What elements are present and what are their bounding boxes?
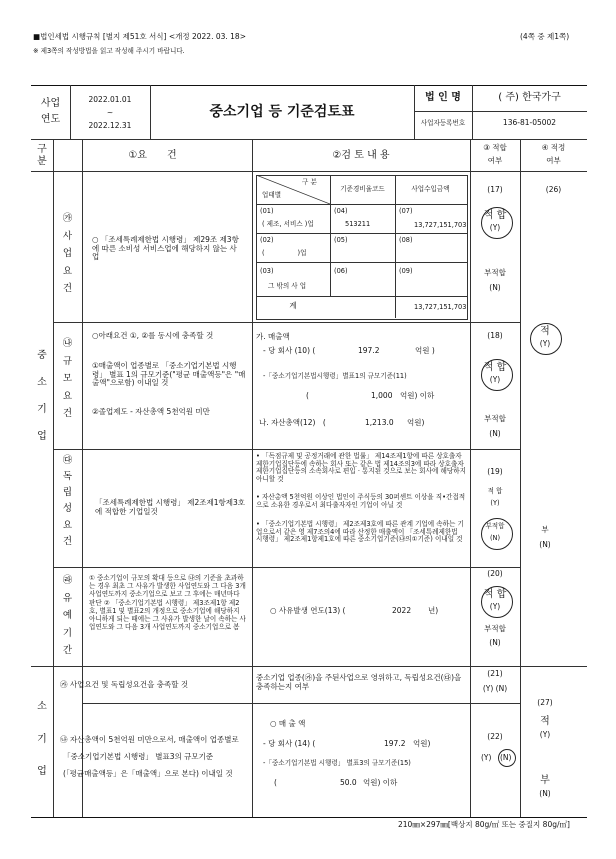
independence-fit-no-label: 부적합 (485, 522, 505, 530)
bt-line-2 (256, 233, 467, 234)
page-info: (4쪽 중 제1쪽) (520, 32, 570, 41)
grace-fit-yes: 적 합 (483, 589, 507, 600)
bt-row2-income-no: (08) (399, 236, 413, 244)
grace-fit-no: (20) (487, 569, 503, 578)
grace-review: ○ 사유발생 연도(13) ( (270, 606, 346, 615)
bt-col-code: 기준경비율코드 (340, 185, 385, 193)
small-req-1: ㉮ 사업요건 및 독립성요건을 충족할 것 (60, 680, 189, 689)
independence-rev-3: • 「중소기업기본법 시행령」 제2조제3호에 따른 관계 기업에 속하는 기업으로서 같은 영 제7조의4에 따라 산정한 매출액이 「조세특례제한법 시행령」 제2조제1항제1호에 따른 중소기업기준(㉯의①기준) 이내일 것 (256, 520, 464, 544)
independence-fit-no: (19) (487, 467, 503, 476)
independence-label-2: 립 (62, 487, 73, 499)
colhead-fit3-2: 여부 (487, 156, 503, 165)
adequacy-no-mark: (N) (539, 540, 551, 549)
year-label-1: 사업 (40, 98, 61, 109)
scale-rev-a1-val: 197.2 (358, 346, 380, 355)
grace-fit-no-mark: (N) (489, 638, 501, 647)
independence-label-0: ㉰ (62, 455, 73, 466)
scale-label-3: 요 (62, 390, 73, 402)
col-line-label (82, 139, 83, 817)
bt-row2-code-no: (05) (334, 236, 348, 244)
scale-fit-no: (18) (487, 331, 503, 340)
small-rev-2a: ○ 매 출 액 (270, 719, 306, 728)
scale-rev-a2-val: 1,000 (371, 391, 393, 400)
small-rev-2d-unit: 억원) 이하 (363, 778, 398, 787)
bt-row1-code: 513211 (345, 220, 371, 228)
page-title: 중소기업 등 기준검토표 (209, 104, 355, 120)
section-sme-3: 기 (37, 404, 47, 415)
small-fit2-y: (Y) (481, 753, 492, 762)
scale-label-0: ㉯ (62, 338, 73, 349)
colhead-fit4-1: ④ 적정 (541, 143, 566, 152)
small-adequacy-no: (27) (537, 698, 553, 707)
bt-row3-name: 그 밖의 사 업 (268, 282, 307, 290)
small-adequacy-bu-mark: (N) (539, 789, 551, 798)
grace-label-1: 유 (62, 592, 73, 604)
independence-label-3: 성 (62, 503, 73, 515)
small-rev-2c: -「중소기업기본법 시행령」 별표3의 규모기준(15) (263, 759, 411, 767)
scale-label-2: 모 (62, 373, 73, 385)
scale-fit-yes: 적 합 (483, 362, 507, 373)
independence-fit-yes: 적 합 (487, 487, 503, 495)
date-tilde: ~ (106, 108, 114, 117)
grace-review-unit: 년) (428, 606, 439, 615)
small-rev-2b-val: 197.2 (384, 739, 406, 748)
instruction-note: ※ 제3쪽의 작성방법을 읽고 작성해 주시기 바랍니다. (33, 47, 185, 55)
independence-label (53, 453, 82, 550)
adequacy-no: 부 (541, 525, 549, 534)
grace-label-0: ㉱ (62, 575, 73, 586)
bt-line-1 (256, 204, 467, 205)
business-fit-no: (17) (487, 185, 503, 194)
colhead-fit3-1: ③ 적합 (483, 143, 507, 152)
corp-name: ( 주) 한국가구 (498, 92, 561, 103)
scale-req-1: ○아래요건 ①, ②를 동시에 충족할 것 (92, 331, 214, 340)
independence-requirement: 「조세특례제한법 시행령」 제2조제1항제3호에 적합한 기업일것 (95, 498, 246, 516)
business-label-0: ㉮ (62, 213, 73, 224)
scale-rev-a2: -「중소기업기본법시행령」별표1의 규모기준(11) (263, 372, 407, 380)
bt-row3-income-no: (09) (399, 267, 413, 275)
grace-label-2: 예 (62, 610, 73, 622)
info-divider-h (414, 111, 587, 112)
scale-label-1: 규 (62, 355, 73, 367)
small-adequacy-bu: 부 (540, 775, 550, 786)
section-small-1: 소 (37, 701, 47, 712)
colhead-gubun-1: 구 (37, 144, 47, 155)
bt-row2-name: ( )업 (262, 249, 307, 257)
small-fit1-no: (21) (487, 669, 503, 678)
scale-fit-yes-mark: (Y) (489, 375, 501, 384)
independence-label-4: 요 (62, 519, 73, 531)
bt-header-bottom: 업태별 (262, 191, 282, 199)
scale-rev-b-val: 1,213.0 (365, 418, 394, 427)
colhead-bottom-line (31, 171, 587, 172)
colhead-review: ②검 토 내 용 (332, 150, 390, 161)
small-rev-2d-open: ( (274, 778, 277, 787)
section-sme-4: 업 (37, 431, 47, 442)
grace-label-4: 간 (62, 645, 73, 657)
frame-bottom (31, 817, 587, 818)
colhead-fit4-2: 여부 (546, 156, 561, 165)
bt-line-3 (256, 262, 467, 263)
bt-row1-name: ( 제조, 서비스 )업 (262, 220, 314, 228)
business-label-4: 건 (62, 283, 73, 295)
bt-row1-code-no: (04) (334, 207, 348, 215)
bt-diagonal (256, 175, 330, 204)
small-adequacy-yes-mark: (Y) (539, 730, 551, 739)
business-fit-yes: 적 합 (483, 210, 507, 221)
business-label (53, 210, 82, 298)
small-rev-2b: - 당 회사 (14) ( (263, 739, 316, 748)
section-sme-2: 소 (37, 377, 47, 388)
scale-rev-a1: - 당 회사 (10) ( (263, 346, 316, 355)
bt-col-income: 사업수입금액 (411, 185, 450, 193)
scale-rev-a2-unit: 억원) 이하 (400, 391, 435, 400)
business-requirement: ○ 「조세특례제한법 시행령」 제29조 제3항에 따른 소비성 서비스업에 해당하지 않는 사업 (92, 235, 239, 262)
small-rev-2d-val: 50.0 (340, 778, 357, 787)
corp-name-label: 법 인 명 (425, 92, 461, 103)
section-sme-1: 중 (37, 350, 47, 361)
grace-requirement: ① 중소기업이 규모의 확대 등으로 ㉯의 기준을 초과하는 경우 최초 그 사유가 발생한 사업연도와 그 다음 3개사업연도까지 중소기업으로 보고 그 후에는 매년마다 판단 ② 「중소기업기본법 시행령」 제3조제1항 제2호, 별표1 및 별표2의 개정으로 중소기업에 해당하지 아니하게 되는 때에는 그 사유가 발생한 날이 속하는 사업연도와 그 다음 3개 사업연도까지 중소기업으로 봄 (89, 574, 246, 632)
scale-label (53, 335, 82, 423)
independence-label-5: 건 (62, 535, 73, 547)
grace-label (53, 572, 82, 660)
grace-review-year: 2022 (392, 606, 412, 615)
info-bottom-line (31, 139, 587, 140)
bt-row1-no: (01) (260, 207, 274, 215)
row-sep-small (53, 703, 520, 704)
business-fit-yes-mark: (Y) (489, 223, 501, 232)
business-label-1: 사 (62, 230, 73, 242)
business-fit-no-label: 부적합 (484, 268, 506, 277)
grace-fit-yes-mark: (Y) (489, 602, 501, 611)
section-small-3: 업 (37, 766, 47, 777)
bt-row1-income: 13,727,151,703 (414, 221, 467, 229)
independence-rev-2: • 자산총액 5천억원 이상인 법인이 주식등의 30퍼센트 이상을 직•간접적으로 소유한 경우로서 최다출자자인 기업이 아닐 것 (256, 493, 466, 509)
bt-row3-no: (03) (260, 267, 274, 275)
scale-req-2: ①매출액이 업종별로 「중소기업기본법 시행령」 별표 1의 규모기준("평균 매출액등"은 "매출액"으로함) 이내일 것 (92, 361, 246, 388)
independence-fit-yes-mark: (Y) (490, 499, 500, 507)
adequacy-no-26: (26) (545, 185, 562, 194)
bt-header-top: 구 분 (302, 178, 317, 186)
business-label-2: 업 (62, 248, 73, 260)
independence-label-1: 독 (62, 471, 73, 483)
form-reference: ■법인세법 시행규칙 [별지 제51호 서식] <개정 2022. 03. 18> (33, 32, 246, 41)
small-fit2-n: (N) (500, 753, 512, 762)
date-start: 2022.01.01 (88, 95, 132, 104)
business-label-3: 요 (62, 265, 73, 277)
scale-rev-a1-unit: 억원 ) (415, 346, 435, 355)
adequacy-yes: 적 (540, 326, 550, 337)
bt-vline-2 (395, 175, 396, 318)
small-sep-cover (54, 703, 82, 704)
scale-fit-no-label: 부적합 (484, 414, 506, 423)
scale-req-3: ②졸업제도 - 자산총액 5천억원 미만 (92, 407, 210, 416)
date-end: 2022.12.31 (88, 121, 132, 130)
reg-no-label: 사업자등록번호 (420, 119, 466, 127)
row-sep-independence (53, 567, 520, 568)
frame-top (31, 85, 587, 86)
scale-rev-a2-open: ( (306, 391, 309, 400)
scale-fit-no-mark: (N) (489, 429, 501, 438)
adequacy-yes-mark: (Y) (539, 339, 551, 348)
row-sep-business (53, 322, 520, 323)
scale-label-4: 건 (62, 408, 73, 420)
small-rev-2b-unit: 억원) (413, 739, 431, 748)
col-line-req (252, 139, 253, 817)
section-small-2: 기 (37, 734, 47, 745)
bt-row3-code-no: (06) (334, 267, 348, 275)
colhead-gubun-2: 분 (37, 156, 47, 167)
grace-label-3: 기 (62, 627, 73, 639)
small-rev-1: 중소기업 업종(㉮)을 주된사업으로 영위하고, 독립성요건(㉰)을 충족하는지 여부 (256, 673, 462, 691)
col-line-review (470, 139, 471, 817)
small-req-2c: (「평균매출액등」은「매출액」으로 본다) 이내일 것 (63, 769, 233, 778)
bt-row1-income-no: (07) (399, 207, 413, 215)
small-fit2-no: (22) (487, 732, 503, 741)
grace-fit-no-label: 부적합 (484, 624, 506, 633)
sme-bottom-line (31, 666, 587, 667)
small-fit1-marks: (Y) (N) (482, 684, 508, 693)
bt-total-label: 계 (289, 301, 297, 310)
independence-fit-no-mark: (N) (489, 534, 501, 542)
small-adequacy-yes: 적 (540, 716, 550, 727)
scale-rev-a: 가. 매출액 (256, 332, 290, 341)
colhead-requirement: ①요 건 (128, 150, 177, 161)
bt-row2-no: (02) (260, 236, 274, 244)
business-fit-no-mark: (N) (489, 283, 501, 292)
bt-total-income: 13,727,151,703 (414, 303, 467, 311)
scale-rev-b: 나. 자산총액(12) ( (259, 418, 326, 427)
year-label-2: 연도 (40, 114, 61, 125)
small-req-2b: 「중소기업기본법 시행령」 별표3의 규모기준 (63, 752, 214, 761)
bt-line-4 (256, 296, 467, 297)
paper-spec-footer: 210㎜×297㎜[백상지 80g/㎡ 또는 중질지 80g/㎡] (398, 820, 570, 829)
scale-rev-b-unit: 억원) (407, 418, 425, 427)
reg-no: 136-81-05002 (502, 118, 557, 127)
independence-rev-1: • 「독점규제 및 공정거래에 관한 법률」 제14조제1항에 따른 상호출자제한기업집단등에 속하는 회사 또는 같은 법 제14조의3에 따라 상호출자제한기업집단등의 소속회사로 편입 · 통지된 것으로 보는 회사에 해당하지 아니할 것 (256, 452, 466, 483)
row-sep-scale (53, 449, 520, 450)
small-req-2a: ㉯ 자산총액이 5천억원 미만으로서, 매출액이 업종별로 (60, 735, 239, 744)
